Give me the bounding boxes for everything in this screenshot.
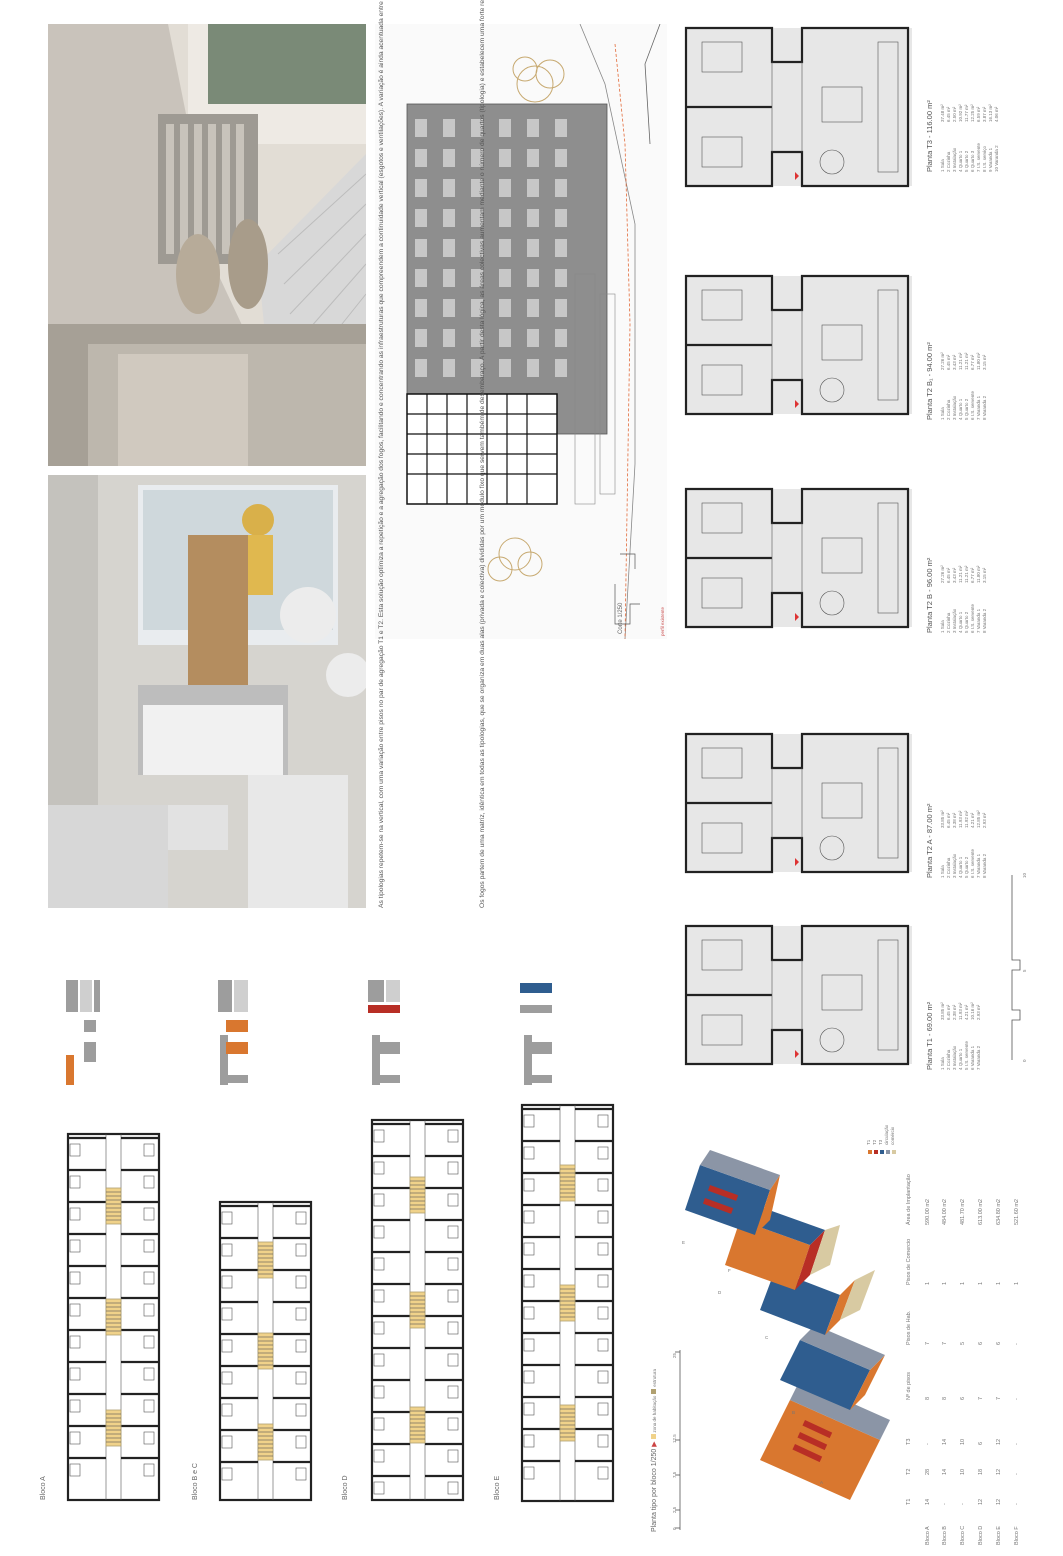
table-cell: - <box>942 1503 948 1505</box>
unit-room-area: 11.80 m² <box>976 352 981 370</box>
unit-room-name: 6 Varanda 1 <box>970 1045 975 1070</box>
unit-room-area: 3.15 m² <box>982 567 987 583</box>
unit-room-area: 3.15 m² <box>982 354 987 370</box>
table-cell: 5 <box>960 1341 966 1345</box>
unit-room-area: 6.77 m² <box>970 567 975 583</box>
table-cell: 1 <box>960 1281 966 1285</box>
unit-room-area: 33.85 m² <box>940 1002 945 1020</box>
unit-room-area: 4.21 m² <box>970 812 975 828</box>
section-drawing <box>375 24 667 639</box>
unit-room-area: 11.21 m² <box>958 352 963 370</box>
unit-room-area: 27.26 m² <box>940 565 945 583</box>
legend-estrutura-swatch <box>651 1389 656 1394</box>
table-cell: 14 <box>925 1498 931 1505</box>
table-cell: 6 <box>960 1396 966 1400</box>
table-cell: - <box>1014 1398 1020 1400</box>
unit-room-area: 2.93 m² <box>982 812 987 828</box>
unit-room-area: 10.16 m² <box>970 1002 975 1020</box>
unit-room-name: 6 I.S. servente <box>970 390 975 420</box>
unit-room-name: 4 Quarto 1 <box>958 611 963 633</box>
unit-room-name: 6 Quarto 3 <box>970 150 975 172</box>
paragraph-1 <box>377 673 386 908</box>
unit-room-name: 2 Cozinha <box>946 612 951 633</box>
unit-room-area: 11.77 m² <box>964 104 969 122</box>
section-scale-label: Corte 1/250 <box>618 602 624 634</box>
table-cell: 6 <box>978 1441 984 1445</box>
unit-plan-1 <box>682 728 912 898</box>
table-header: Pisos de Hab. <box>906 1310 912 1345</box>
unit-room-area: 16.13 m² <box>988 104 993 122</box>
unit-room-area: 3.87 m² <box>982 106 987 122</box>
axo-label-d: D <box>718 1290 722 1295</box>
unit-plan-2 <box>682 483 912 653</box>
unit-room-area: 10.92 m² <box>958 104 963 122</box>
unit-room-area: 11.80 m² <box>976 565 981 583</box>
axo-label-e: E <box>682 1240 686 1245</box>
table-cell: 1 <box>1014 1281 1020 1285</box>
table-cell: 1 <box>978 1281 984 1285</box>
table-header: T1 <box>906 1498 912 1505</box>
table-cell: 18 <box>978 1468 984 1475</box>
unit-room-area: 6.45 m² <box>946 812 951 828</box>
unit-room-name: 4 Quarto 1 <box>958 398 963 420</box>
unit-room-name: 5 Quarto 2 <box>964 856 969 878</box>
block-plan-e <box>520 1103 615 1503</box>
table-cell: - <box>925 1443 931 1445</box>
table-cell: 14 <box>942 1438 948 1445</box>
unit-title-4: Planta T3 - 116.00 m² <box>925 100 934 172</box>
unit-title-3: Planta T2 B₁ - 94.00 m² <box>925 342 934 420</box>
block-label-bc: Bloco B e C <box>192 1463 199 1500</box>
axo-label-f: F <box>728 1268 731 1273</box>
block-label-a: Bloco A <box>40 1476 47 1500</box>
table-cell: 10 <box>960 1438 966 1445</box>
table-row-label: Bloco B <box>942 1526 948 1545</box>
unit-room-area: 33.85 m² <box>940 810 945 828</box>
table-cell: 7 <box>942 1341 948 1345</box>
table-cell: 613.00 m2 <box>978 1199 984 1225</box>
table-cell: 1 <box>942 1281 948 1285</box>
axo-block-e <box>685 1150 780 1235</box>
unit-room-area: 2.38 m² <box>952 1004 957 1020</box>
unit-room-name: 2 Cozinha <box>946 857 951 878</box>
unit-title-1: Planta T2 A - 87.00 m² <box>925 803 934 878</box>
unit-room-name: 7 I.S. servente <box>976 142 981 172</box>
table-row-label: Bloco C <box>960 1525 966 1545</box>
unit-room-area: 6.59 m² <box>976 106 981 122</box>
unit-room-name: 2 Cozinha <box>946 151 951 172</box>
table-cell: 7 <box>996 1396 1002 1400</box>
paragraph-2 <box>478 673 487 908</box>
block-label-d: Bloco D <box>342 1475 349 1500</box>
unit-room-name: 4 Quarto 1 <box>958 856 963 878</box>
unit-room-area: 6.45 m² <box>946 567 951 583</box>
unit-room-name: 5 I.S. servente <box>964 1040 969 1070</box>
unit-room-area: 27.26 m² <box>940 352 945 370</box>
unit-room-name: 9 Varanda 1 <box>988 147 993 172</box>
unit-room-name: 7 Varanda 1 <box>976 608 981 633</box>
unit-room-area: 2.50 m² <box>952 106 957 122</box>
axo-label-c: C <box>765 1335 769 1340</box>
table-cell: 481.70 m2 <box>960 1199 966 1225</box>
unit-room-name: 3 Instalação <box>952 147 957 172</box>
table-cell: 8 <box>942 1396 948 1400</box>
unit-room-area: 3.43 m² <box>952 567 957 583</box>
unit-room-name: 7 Varanda 1 <box>976 395 981 420</box>
table-cell: 6 <box>978 1341 984 1345</box>
unit-room-name: 3 Instalação <box>952 395 957 420</box>
table-cell: 8 <box>925 1396 931 1400</box>
unit-room-name: 3 Instalação <box>952 1045 957 1070</box>
unit-title-0: Planta T1 - 69.00 m² <box>925 1001 934 1070</box>
table-header: Pisos de Comercio <box>906 1238 912 1285</box>
unit-room-name: 3 Instalação <box>952 608 957 633</box>
table-cell: 12 <box>996 1468 1002 1475</box>
table-header: T3 <box>906 1438 912 1445</box>
table-cell: 7 <box>978 1396 984 1400</box>
table-row-label: Bloco E <box>996 1526 1002 1545</box>
table-cell: - <box>960 1503 966 1505</box>
unit-room-area: 11.21 m² <box>964 565 969 583</box>
table-row-label: Bloco A <box>925 1526 931 1545</box>
table-cell: 28 <box>925 1468 931 1475</box>
unit-room-area: 6.45 m² <box>946 354 951 370</box>
table-cell: - <box>1014 1503 1020 1505</box>
unit-room-name: 8 Varanda 2 <box>982 395 987 420</box>
legend-habitacao-swatch <box>651 1434 656 1439</box>
table-cell: 10 <box>960 1468 966 1475</box>
unit-room-name: 8 Varanda 2 <box>982 608 987 633</box>
unit-room-area: 37.48 m² <box>940 104 945 122</box>
table-cell: 634.80 m2 <box>996 1199 1002 1225</box>
unit-room-area: 12.85 m² <box>976 810 981 828</box>
unit-room-name: 10 Varanda 2 <box>994 145 999 172</box>
unit-room-name: 7 Varanda 2 <box>976 1045 981 1070</box>
table-cell: 14 <box>942 1468 948 1475</box>
unit-room-name: 3 Instalação <box>952 853 957 878</box>
table-cell: 590.00 m2 <box>925 1199 931 1225</box>
unit-title-2: Planta T2 B - 96.00 m² <box>925 557 934 633</box>
unit-room-name: 6 I.S. servente <box>970 603 975 633</box>
unit-room-name: 6 I.S. servente <box>970 848 975 878</box>
unit-room-area: 6.77 m² <box>970 354 975 370</box>
unit-room-area: 4.06 m² <box>994 106 999 122</box>
unit-room-name: 1 Sala <box>940 1057 945 1070</box>
block-plan-d <box>370 1118 465 1502</box>
exterior-render <box>48 24 366 466</box>
table-cell: 12 <box>996 1498 1002 1505</box>
unit-plan-4 <box>682 22 912 192</box>
unit-room-area: 11.93 m² <box>958 1002 963 1020</box>
table-cell: 521.60 m2 <box>1014 1199 1020 1225</box>
table-header: Nº de pisos <box>906 1372 912 1400</box>
table-cell: 12 <box>996 1438 1002 1445</box>
axo-label-b: B <box>792 1410 796 1415</box>
table-cell: - <box>1014 1343 1020 1345</box>
unit-room-name: 7 Varanda 1 <box>976 853 981 878</box>
unit-room-area: 11.93 m² <box>958 810 963 828</box>
unit-plan-3 <box>682 270 912 440</box>
table-cell: 7 <box>925 1341 931 1345</box>
table-cell: 1 <box>925 1281 931 1285</box>
table-header: Área de Implantação <box>906 1174 912 1225</box>
axo-label-a: A <box>820 1480 824 1485</box>
axonometric-diagram <box>680 1150 910 1510</box>
plan-caption: Planta tipo por bloco 1/250 ▶ zona de habitação estrutura <box>651 1369 658 1532</box>
table-cell: 6 <box>996 1341 1002 1345</box>
unit-room-area: 3.43 m² <box>952 354 957 370</box>
block-plan-bc <box>218 1200 313 1502</box>
unit-room-name: 1 Sala <box>940 407 945 420</box>
unit-room-area: 2.93 m² <box>976 1004 981 1020</box>
unit-room-area: 11.21 m² <box>964 352 969 370</box>
unit-room-name: 4 Quarto 1 <box>958 1048 963 1070</box>
unit-room-area: 4.21 m² <box>964 1004 969 1020</box>
table-cell: 1 <box>996 1281 1002 1285</box>
table-row-label: Bloco F <box>1014 1526 1020 1545</box>
unit-room-name: 8 Varanda 2 <box>982 853 987 878</box>
unit-room-area: 12.25 m² <box>970 104 975 122</box>
table-header: T2 <box>906 1468 912 1475</box>
unit-room-area: 6.45 m² <box>946 106 951 122</box>
block-label-e: Bloco E <box>494 1475 501 1500</box>
unit-room-area: 11.21 m² <box>958 565 963 583</box>
unit-room-name: 8 I.S. serviço <box>982 145 987 172</box>
unit-room-name: 5 Quarto 2 <box>964 398 969 420</box>
unit-room-name: 4 Quarto 1 <box>958 150 963 172</box>
table-row-label: Bloco D <box>978 1525 984 1545</box>
table-cell: - <box>1014 1473 1020 1475</box>
unit-room-name: 1 Sala <box>940 159 945 172</box>
unit-room-area: 11.92 m² <box>964 810 969 828</box>
unit-room-name: 5 Quarto 2 <box>964 150 969 172</box>
block-plan-a <box>66 1132 161 1502</box>
unit-room-name: 1 Sala <box>940 620 945 633</box>
unit-room-name: 2 Cozinha <box>946 1049 951 1070</box>
unit-room-area: 6.45 m² <box>946 1004 951 1020</box>
unit-room-name: 1 Sala <box>940 865 945 878</box>
table-cell: - <box>1014 1443 1020 1445</box>
unit-room-area: 3.38 m² <box>952 812 957 828</box>
unit-plan-0 <box>682 920 912 1090</box>
interior-render <box>48 475 366 908</box>
section-legend: perfil existente <box>660 606 665 636</box>
table-cell: 484.00 m2 <box>942 1199 948 1225</box>
table-cell: 12 <box>978 1498 984 1505</box>
unit-room-name: 2 Cozinha <box>946 399 951 420</box>
unit-room-name: 5 Quarto 2 <box>964 611 969 633</box>
